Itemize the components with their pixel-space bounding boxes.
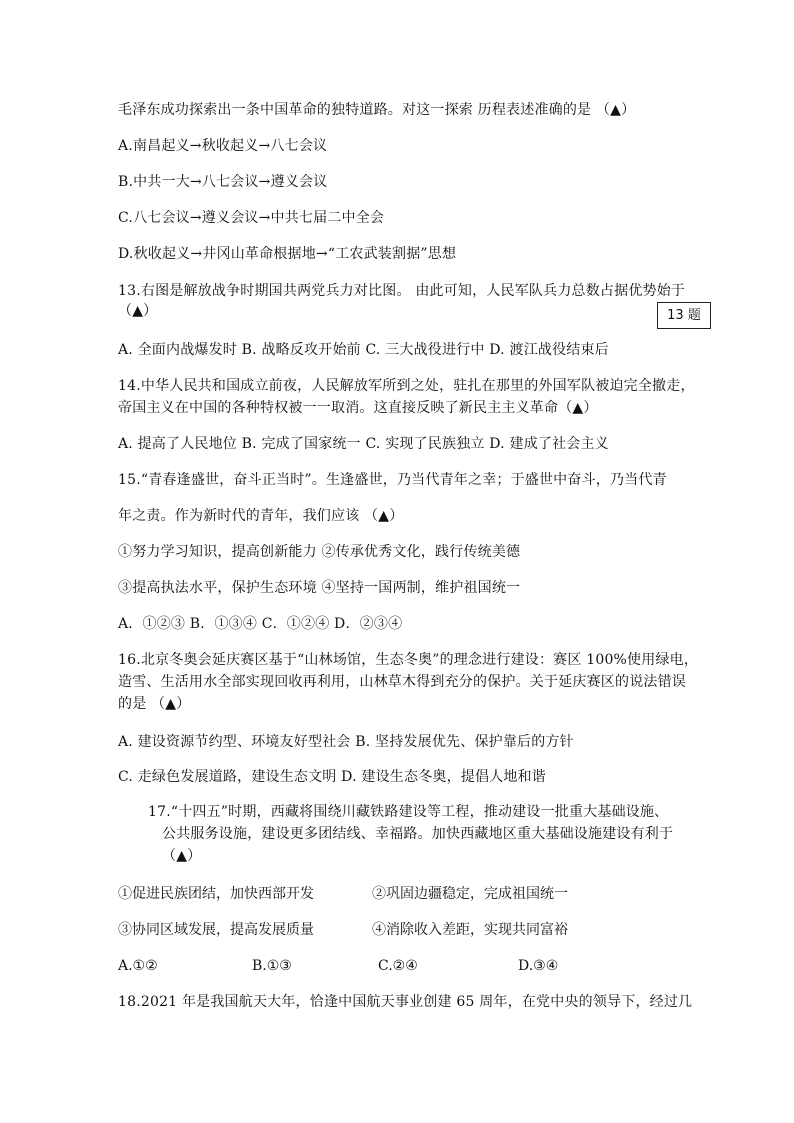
q15-options: A．①②③ B．①③④ C．①②④ D．②③④	[118, 616, 403, 632]
q15-items-line2: ③提高执法水平，保护生态环境 ④坚持一国两制，维护祖国统一	[118, 580, 521, 596]
q12-option-a: A.南昌起义→秋收起义→八七会议	[118, 138, 328, 154]
q15-stem-line1: 15.“青春逢盛世，奋斗正当时”。生逢盛世，乃当代青年之幸；于盛世中奋斗，乃当代青	[118, 472, 667, 488]
q13-stem-answer-mark: （▲）	[118, 303, 158, 319]
q14-stem-line1: 14.中华人民共和国成立前夜，人民解放军所到之处，驻扎在那里的外国军队被迫完全撤走，	[118, 378, 695, 394]
q14-options: A. 提高了人民地位 B. 完成了国家统一 C. 实现了民族独立 D. 建成了社会主义	[118, 436, 609, 452]
q17-item-1: ①促进民族团结，加快西部开发	[118, 886, 314, 902]
q12-option-b: B.中共一大→八七会议→遵义会议	[118, 174, 328, 190]
q17-option-b: B.①③	[252, 958, 292, 974]
q17-option-c: C.②④	[378, 958, 418, 974]
q16-options-line2: C. 走绿色发展道路，建设生态文明 D. 建设生态冬奥，提倡人地和谐	[118, 769, 546, 785]
q16-stem-line3: 的是 （▲）	[118, 696, 191, 712]
q13-figure-label: 13 题	[657, 302, 711, 329]
q17-option-d: D.③④	[518, 958, 559, 974]
q12-option-c: C.八七会议→遵义会议→中共七届二中全会	[118, 210, 385, 226]
q15-stem-line2: 年之责。作为新时代的青年，我们应该 （▲）	[118, 508, 404, 524]
q17-item-3: ③协同区域发展，提高发展质量	[118, 922, 314, 938]
q16-stem-line2: 造雪、生活用水全部实现回收再利用，山林草木得到充分的保护。关于延庆赛区的说法错误	[118, 674, 686, 690]
q14-stem-line2: 帝国主义在中国的各种特权被一一取消。这直接反映了新民主主义革命（▲）	[118, 400, 598, 416]
q16-stem-line1: 16.北京冬奥会延庆赛区基于“山林场馆，生态冬奥”的理念进行建设：赛区 100%使用绿电，	[118, 652, 699, 668]
q12-stem: 毛泽东成功探索出一条中国革命的独特道路。对这一探索 历程表述准确的是 （▲）	[118, 102, 636, 118]
q17-stem-line2: 公共服务设施，建设更多团结线、幸福路。加快西藏地区重大基础设施建设有利于	[162, 826, 674, 842]
q12-option-d: D.秋收起义→井冈山革命根据地→“工农武装割据”思想	[118, 246, 457, 262]
q17-item-4: ④消除收入差距，实现共同富裕	[372, 922, 568, 938]
q16-options-line1: A. 建设资源节约型、环境友好型社会 B. 坚持发展优先、保护靠后的方针	[118, 734, 574, 750]
q17-stem-line1: 17.“十四五”时期，西藏将围绕川藏铁路建设等工程，推动建设一批重大基础设施、	[148, 804, 669, 820]
q13-options: A. 全面内战爆发时 B. 战略反攻开始前 C. 三大战役进行中 D. 渡江战役结束后	[118, 342, 609, 358]
q17-stem-line3: （▲）	[162, 848, 202, 864]
q13-stem: 13.右图是解放战争时期国共两党兵力对比图。 由此可知，人民军队兵力总数占据优势始于	[118, 283, 686, 299]
q18-stem-line1: 18.2021 年是我国航天大年，恰逢中国航天事业创建 65 周年，在党中央的领导下，经过几	[118, 994, 693, 1010]
q17-item-2: ②巩固边疆稳定，完成祖国统一	[372, 886, 568, 902]
q17-option-a: A.①②	[118, 958, 158, 974]
q15-items-line1: ①努力学习知识，提高创新能力 ②传承优秀文化，践行传统美德	[118, 544, 521, 560]
